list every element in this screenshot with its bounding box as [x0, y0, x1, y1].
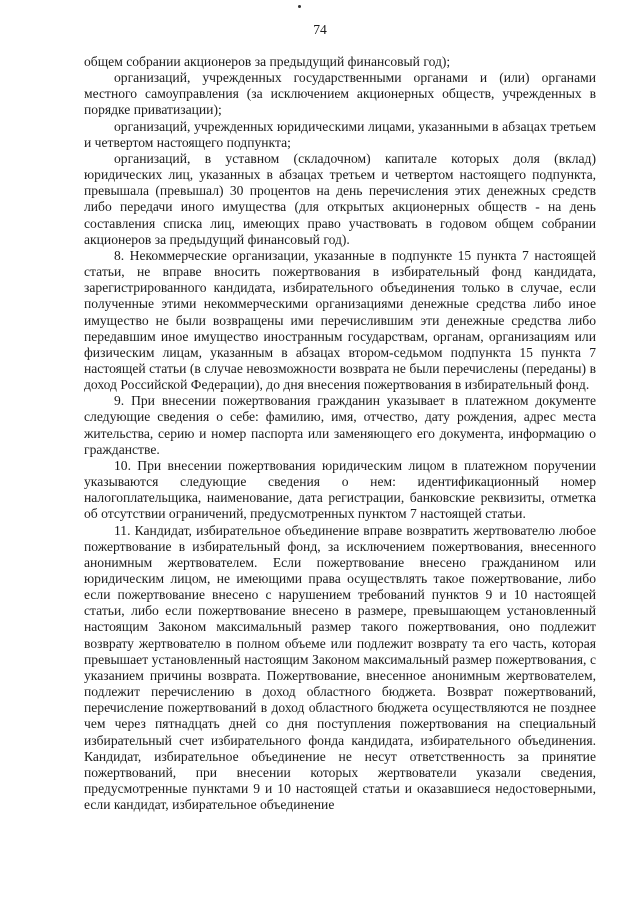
paragraph-clause-10: 10. При внесении пожертвования юридическим лицом в платежном поручении указываются следующие сведения о нем: идентификационный номер налогоплательщика, наименование, дата регистрации, банковские реквизиты, отметка об отсутствии ограничений, предусмотренных пунктом 7 настоящей статьи.	[84, 457, 596, 522]
page-number: 74	[313, 22, 327, 37]
paragraph-continuation: общем собрании акционеров за предыдущий финансовый год);	[84, 54, 451, 69]
document-body	[84, 54, 596, 813]
scan-artifact-dot	[298, 5, 301, 8]
paragraph-legal-entities: организаций, учрежденных юридическими лицами, указанными в абзацах третьем и четвертом настоящего подпункта;	[84, 118, 596, 150]
paragraph-charter-capital: организаций, в уставном (складочном) капитале которых доля (вклад) юридических лиц, указанных в абзацах третьем и четвертом настоящего подпункта, превышала (превышал) 30 процентов на день перечисления этих денежных средств либо передачи иного имущества (для открытых акционерных обществ - на день составления списка лиц, имеющих право участвовать в годовом общем собрании акционеров за предыдущий финансовый год).	[84, 150, 596, 247]
paragraph-state-bodies: организаций, учрежденных государственными органами и (или) органами местного самоуправления (за исключением акционерных обществ, учрежденных в порядке приватизации);	[84, 70, 596, 118]
paragraph-clause-9: 9. При внесении пожертвования гражданин указывает в платежном документе следующие сведения о себе: фамилию, имя, отчество, дату рождения, адрес места жительства, серию и номер паспорта или заменяющего его документа, информацию о гражданстве.	[84, 393, 596, 457]
paragraph-clause-11: 11. Кандидат, избирательное объединение вправе возвратить жертвователю любое пожертвование в избирательный фонд, за исключением пожертвования, внесенного анонимным жертвователем. Если пожертвование внесено гражданином или юридическим лицом, не имеющими права осуществлять такое пожертвование, либо если пожертвование внесено с нарушением требований пунктов 9 и 10 настоящей статьи, либо если пожертвование внесено в размере, превышающем установленный настоящим Законом максимальный размер такого пожертвования, оно подлежит возврату жертвователю в полном объеме или подлежит возврату та его часть, которая превышает установленный настоящим Законом максимальный размер пожертвования, с указанием причины возврата. Пожертвование, внесенное анонимным жертвователем, подлежит перечислению в доход областного бюджета. Возврат пожертвований, перечисление пожертвований в доход областного бюджета осуществляются не позднее чем через пятнадцать дней со дня поступления пожертвования на специальный избирательный счет избирательного фонда кандидата, избирательного объединения. Кандидат, избирательное объединение не несут ответственность за принятие пожертвований, при внесении которых жертвователи указали сведения, предусмотренные пунктами 9 и 10 настоящей статьи и оказавшиеся недостоверными, если кандидат, избирательное объединение	[84, 522, 596, 813]
paragraph-clause-8: 8. Некоммерческие организации, указанные в подпункте 15 пункта 7 настоящей статьи, не вправе вносить пожертвования в избирательный фонд кандидата, зарегистрированного кандидата, избирательного объединения только в случае, если полученные этими некоммерческими организациями денежные средства либо иное имущество не были возвращены ими перечислившим эти денежные средства либо передавшим иное имущество иностранным государствам, органам, организациям или физическим лицам, указанным в абзацах втором-седьмом подпункта 15 пункта 7 настоящей статьи (в случае невозможности возврата не были перечислены (переданы) в доход Российской Федерации), до дня внесения пожертвования в избирательный фонд.	[84, 247, 596, 393]
